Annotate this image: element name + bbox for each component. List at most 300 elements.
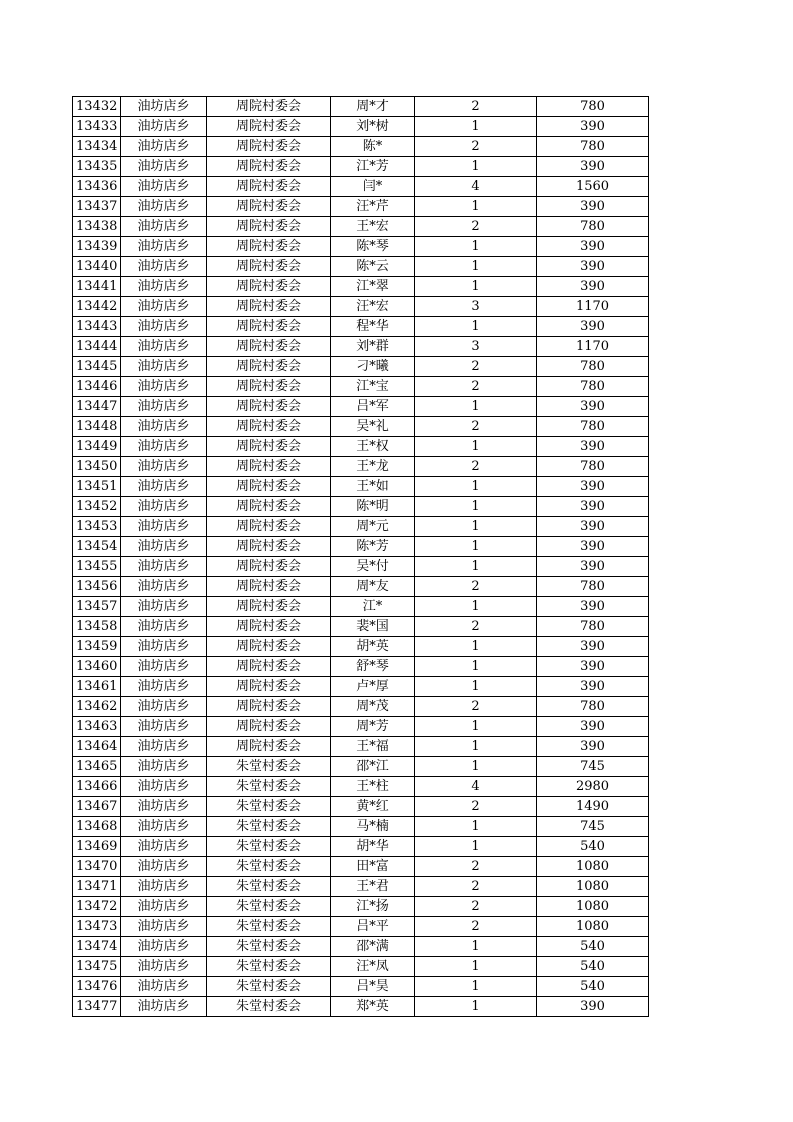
township-cell: 油坊店乡	[121, 677, 207, 697]
household-count-cell: 2	[415, 97, 537, 117]
village-committee-cell: 周院村委会	[207, 397, 331, 417]
table-row	[73, 597, 649, 617]
township-cell: 油坊店乡	[121, 837, 207, 857]
name-cell: 汪*芹	[331, 197, 415, 217]
record-id-cell: 13442	[73, 297, 121, 317]
village-committee-cell: 周院村委会	[207, 597, 331, 617]
township-cell: 油坊店乡	[121, 457, 207, 477]
village-committee-cell: 周院村委会	[207, 357, 331, 377]
village-committee-cell: 朱堂村委会	[207, 917, 331, 937]
amount-cell: 780	[537, 697, 649, 717]
township-cell: 油坊店乡	[121, 797, 207, 817]
table-row	[73, 157, 649, 177]
township-cell: 油坊店乡	[121, 197, 207, 217]
table-row	[73, 357, 649, 377]
village-committee-cell: 朱堂村委会	[207, 937, 331, 957]
household-count-cell: 2	[415, 457, 537, 477]
village-committee-cell: 周院村委会	[207, 457, 331, 477]
household-count-cell: 1	[415, 257, 537, 277]
amount-cell: 780	[537, 217, 649, 237]
name-cell: 吕*平	[331, 917, 415, 937]
record-id-cell: 13457	[73, 597, 121, 617]
record-id-cell: 13475	[73, 957, 121, 977]
record-id-cell: 13444	[73, 337, 121, 357]
amount-cell: 390	[537, 517, 649, 537]
record-id-cell: 13461	[73, 677, 121, 697]
amount-cell: 540	[537, 937, 649, 957]
amount-cell: 390	[537, 317, 649, 337]
township-cell: 油坊店乡	[121, 557, 207, 577]
name-cell: 汪*凤	[331, 957, 415, 977]
village-committee-cell: 朱堂村委会	[207, 897, 331, 917]
table-row	[73, 857, 649, 877]
village-committee-cell: 朱堂村委会	[207, 857, 331, 877]
name-cell: 陈*芳	[331, 537, 415, 557]
village-committee-cell: 周院村委会	[207, 497, 331, 517]
record-id-cell: 13463	[73, 717, 121, 737]
household-count-cell: 1	[415, 277, 537, 297]
village-committee-cell: 朱堂村委会	[207, 837, 331, 857]
record-id-cell: 13440	[73, 257, 121, 277]
household-count-cell: 1	[415, 937, 537, 957]
amount-cell: 540	[537, 977, 649, 997]
record-id-cell: 13462	[73, 697, 121, 717]
household-count-cell: 1	[415, 517, 537, 537]
name-cell: 程*华	[331, 317, 415, 337]
household-count-cell: 1	[415, 757, 537, 777]
township-cell: 油坊店乡	[121, 497, 207, 517]
household-count-cell: 4	[415, 177, 537, 197]
township-cell: 油坊店乡	[121, 577, 207, 597]
record-id-cell: 13438	[73, 217, 121, 237]
name-cell: 吴*礼	[331, 417, 415, 437]
village-committee-cell: 周院村委会	[207, 137, 331, 157]
household-count-cell: 1	[415, 477, 537, 497]
household-count-cell: 2	[415, 877, 537, 897]
record-id-cell: 13471	[73, 877, 121, 897]
record-id-cell: 13472	[73, 897, 121, 917]
table-row	[73, 457, 649, 477]
village-committee-cell: 朱堂村委会	[207, 997, 331, 1017]
record-id-cell: 13453	[73, 517, 121, 537]
amount-cell: 390	[537, 557, 649, 577]
household-count-cell: 2	[415, 357, 537, 377]
amount-cell: 390	[537, 717, 649, 737]
amount-cell: 390	[537, 257, 649, 277]
record-id-cell: 13466	[73, 777, 121, 797]
record-id-cell: 13476	[73, 977, 121, 997]
record-id-cell: 13455	[73, 557, 121, 577]
name-cell: 吕*昊	[331, 977, 415, 997]
table-row	[73, 677, 649, 697]
township-cell: 油坊店乡	[121, 697, 207, 717]
village-committee-cell: 周院村委会	[207, 657, 331, 677]
village-committee-cell: 周院村委会	[207, 697, 331, 717]
household-count-cell: 1	[415, 117, 537, 137]
amount-cell: 390	[537, 597, 649, 617]
township-cell: 油坊店乡	[121, 417, 207, 437]
name-cell: 卢*厚	[331, 677, 415, 697]
table-row	[73, 297, 649, 317]
village-committee-cell: 周院村委会	[207, 97, 331, 117]
name-cell: 刁*曦	[331, 357, 415, 377]
name-cell: 王*宏	[331, 217, 415, 237]
name-cell: 马*楠	[331, 817, 415, 837]
name-cell: 江*扬	[331, 897, 415, 917]
table-row	[73, 617, 649, 637]
name-cell: 汪*宏	[331, 297, 415, 317]
village-committee-cell: 周院村委会	[207, 177, 331, 197]
record-id-cell: 13473	[73, 917, 121, 937]
village-committee-cell: 周院村委会	[207, 617, 331, 637]
village-committee-cell: 周院村委会	[207, 277, 331, 297]
village-committee-cell: 朱堂村委会	[207, 977, 331, 997]
amount-cell: 780	[537, 137, 649, 157]
household-count-cell: 1	[415, 597, 537, 617]
amount-cell: 1170	[537, 337, 649, 357]
amount-cell: 780	[537, 357, 649, 377]
township-cell: 油坊店乡	[121, 757, 207, 777]
household-count-cell: 1	[415, 817, 537, 837]
township-cell: 油坊店乡	[121, 337, 207, 357]
amount-cell: 1080	[537, 857, 649, 877]
household-count-cell: 1	[415, 717, 537, 737]
amount-cell: 780	[537, 377, 649, 397]
name-cell: 周*才	[331, 97, 415, 117]
village-committee-cell: 朱堂村委会	[207, 817, 331, 837]
township-cell: 油坊店乡	[121, 317, 207, 337]
table-row	[73, 837, 649, 857]
household-count-cell: 1	[415, 197, 537, 217]
name-cell: 舒*琴	[331, 657, 415, 677]
table-row	[73, 817, 649, 837]
table-row	[73, 477, 649, 497]
household-count-cell: 1	[415, 997, 537, 1017]
table-row	[73, 657, 649, 677]
name-cell: 王*如	[331, 477, 415, 497]
household-count-cell: 1	[415, 657, 537, 677]
record-id-cell: 13447	[73, 397, 121, 417]
record-id-cell: 13434	[73, 137, 121, 157]
record-id-cell: 13445	[73, 357, 121, 377]
township-cell: 油坊店乡	[121, 737, 207, 757]
table-row	[73, 417, 649, 437]
name-cell: 黄*红	[331, 797, 415, 817]
table-row	[73, 777, 649, 797]
table-body	[73, 97, 649, 1017]
table-row	[73, 377, 649, 397]
village-committee-cell: 周院村委会	[207, 557, 331, 577]
name-cell: 陈*	[331, 137, 415, 157]
township-cell: 油坊店乡	[121, 237, 207, 257]
amount-cell: 390	[537, 477, 649, 497]
village-committee-cell: 周院村委会	[207, 377, 331, 397]
table-row	[73, 497, 649, 517]
township-cell: 油坊店乡	[121, 177, 207, 197]
township-cell: 油坊店乡	[121, 537, 207, 557]
name-cell: 江*芳	[331, 157, 415, 177]
table-row	[73, 997, 649, 1017]
amount-cell: 390	[537, 437, 649, 457]
amount-cell: 745	[537, 817, 649, 837]
household-count-cell: 2	[415, 417, 537, 437]
village-committee-cell: 周院村委会	[207, 637, 331, 657]
amount-cell: 1490	[537, 797, 649, 817]
record-id-cell: 13446	[73, 377, 121, 397]
household-count-cell: 2	[415, 617, 537, 637]
table-row	[73, 937, 649, 957]
table-row	[73, 97, 649, 117]
record-id-cell: 13465	[73, 757, 121, 777]
table-row	[73, 317, 649, 337]
township-cell: 油坊店乡	[121, 477, 207, 497]
data-table	[72, 96, 649, 1017]
amount-cell: 2980	[537, 777, 649, 797]
table-row	[73, 637, 649, 657]
record-id-cell: 13448	[73, 417, 121, 437]
township-cell: 油坊店乡	[121, 777, 207, 797]
household-count-cell: 1	[415, 677, 537, 697]
amount-cell: 780	[537, 457, 649, 477]
amount-cell: 540	[537, 837, 649, 857]
name-cell: 周*友	[331, 577, 415, 597]
household-count-cell: 1	[415, 977, 537, 997]
township-cell: 油坊店乡	[121, 597, 207, 617]
amount-cell: 1080	[537, 877, 649, 897]
township-cell: 油坊店乡	[121, 877, 207, 897]
village-committee-cell: 周院村委会	[207, 197, 331, 217]
village-committee-cell: 周院村委会	[207, 217, 331, 237]
name-cell: 周*元	[331, 517, 415, 537]
amount-cell: 390	[537, 677, 649, 697]
table-row	[73, 277, 649, 297]
record-id-cell: 13441	[73, 277, 121, 297]
record-id-cell: 13433	[73, 117, 121, 137]
table-row	[73, 697, 649, 717]
amount-cell: 780	[537, 617, 649, 637]
name-cell: 王*福	[331, 737, 415, 757]
name-cell: 吕*军	[331, 397, 415, 417]
village-committee-cell: 周院村委会	[207, 417, 331, 437]
village-committee-cell: 周院村委会	[207, 337, 331, 357]
record-id-cell: 13468	[73, 817, 121, 837]
township-cell: 油坊店乡	[121, 817, 207, 837]
record-id-cell: 13474	[73, 937, 121, 957]
household-count-cell: 2	[415, 137, 537, 157]
household-count-cell: 2	[415, 377, 537, 397]
township-cell: 油坊店乡	[121, 717, 207, 737]
household-count-cell: 2	[415, 917, 537, 937]
record-id-cell: 13469	[73, 837, 121, 857]
township-cell: 油坊店乡	[121, 997, 207, 1017]
amount-cell: 1080	[537, 917, 649, 937]
name-cell: 胡*英	[331, 637, 415, 657]
record-id-cell: 13449	[73, 437, 121, 457]
table-row	[73, 177, 649, 197]
township-cell: 油坊店乡	[121, 437, 207, 457]
name-cell: 邵*满	[331, 937, 415, 957]
township-cell: 油坊店乡	[121, 617, 207, 637]
household-count-cell: 2	[415, 897, 537, 917]
township-cell: 油坊店乡	[121, 297, 207, 317]
household-count-cell: 1	[415, 537, 537, 557]
township-cell: 油坊店乡	[121, 517, 207, 537]
table-row	[73, 557, 649, 577]
amount-cell: 1170	[537, 297, 649, 317]
record-id-cell: 13456	[73, 577, 121, 597]
table-row	[73, 217, 649, 237]
township-cell: 油坊店乡	[121, 97, 207, 117]
household-count-cell: 1	[415, 317, 537, 337]
amount-cell: 390	[537, 997, 649, 1017]
amount-cell: 390	[537, 117, 649, 137]
village-committee-cell: 周院村委会	[207, 677, 331, 697]
household-count-cell: 1	[415, 737, 537, 757]
household-count-cell: 2	[415, 857, 537, 877]
village-committee-cell: 周院村委会	[207, 157, 331, 177]
table-row	[73, 517, 649, 537]
household-count-cell: 1	[415, 957, 537, 977]
table-row	[73, 717, 649, 737]
village-committee-cell: 周院村委会	[207, 257, 331, 277]
village-committee-cell: 周院村委会	[207, 237, 331, 257]
name-cell: 郑*英	[331, 997, 415, 1017]
name-cell: 王*柱	[331, 777, 415, 797]
household-count-cell: 1	[415, 837, 537, 857]
amount-cell: 390	[537, 537, 649, 557]
township-cell: 油坊店乡	[121, 217, 207, 237]
name-cell: 陈*明	[331, 497, 415, 517]
household-count-cell: 1	[415, 157, 537, 177]
table-row	[73, 237, 649, 257]
household-count-cell: 1	[415, 637, 537, 657]
amount-cell: 390	[537, 197, 649, 217]
table-row	[73, 957, 649, 977]
village-committee-cell: 周院村委会	[207, 117, 331, 137]
name-cell: 吴*付	[331, 557, 415, 577]
household-count-cell: 1	[415, 237, 537, 257]
record-id-cell: 13437	[73, 197, 121, 217]
township-cell: 油坊店乡	[121, 637, 207, 657]
table-row	[73, 337, 649, 357]
record-id-cell: 13450	[73, 457, 121, 477]
township-cell: 油坊店乡	[121, 657, 207, 677]
household-count-cell: 3	[415, 337, 537, 357]
name-cell: 江*翠	[331, 277, 415, 297]
record-id-cell: 13443	[73, 317, 121, 337]
amount-cell: 1080	[537, 897, 649, 917]
household-count-cell: 4	[415, 777, 537, 797]
household-count-cell: 1	[415, 397, 537, 417]
table-row	[73, 257, 649, 277]
record-id-cell: 13452	[73, 497, 121, 517]
name-cell: 王*权	[331, 437, 415, 457]
township-cell: 油坊店乡	[121, 977, 207, 997]
township-cell: 油坊店乡	[121, 157, 207, 177]
record-id-cell: 13464	[73, 737, 121, 757]
amount-cell: 780	[537, 97, 649, 117]
record-id-cell: 13451	[73, 477, 121, 497]
record-id-cell: 13436	[73, 177, 121, 197]
household-count-cell: 2	[415, 577, 537, 597]
table-row	[73, 437, 649, 457]
village-committee-cell: 朱堂村委会	[207, 957, 331, 977]
table-row	[73, 797, 649, 817]
amount-cell: 390	[537, 397, 649, 417]
township-cell: 油坊店乡	[121, 277, 207, 297]
amount-cell: 745	[537, 757, 649, 777]
table-row	[73, 577, 649, 597]
township-cell: 油坊店乡	[121, 137, 207, 157]
record-id-cell: 13460	[73, 657, 121, 677]
name-cell: 周*芳	[331, 717, 415, 737]
record-id-cell: 13439	[73, 237, 121, 257]
name-cell: 江*宝	[331, 377, 415, 397]
amount-cell: 390	[537, 277, 649, 297]
table-row	[73, 897, 649, 917]
table-row	[73, 137, 649, 157]
name-cell: 裴*国	[331, 617, 415, 637]
name-cell: 陈*琴	[331, 237, 415, 257]
record-id-cell: 13454	[73, 537, 121, 557]
name-cell: 王*君	[331, 877, 415, 897]
township-cell: 油坊店乡	[121, 917, 207, 937]
table-row	[73, 737, 649, 757]
table-row	[73, 917, 649, 937]
township-cell: 油坊店乡	[121, 357, 207, 377]
table-row	[73, 757, 649, 777]
table-row	[73, 877, 649, 897]
amount-cell: 390	[537, 157, 649, 177]
name-cell: 刘*群	[331, 337, 415, 357]
record-id-cell: 13458	[73, 617, 121, 637]
village-committee-cell: 朱堂村委会	[207, 757, 331, 777]
name-cell: 田*富	[331, 857, 415, 877]
amount-cell: 390	[537, 657, 649, 677]
township-cell: 油坊店乡	[121, 117, 207, 137]
village-committee-cell: 周院村委会	[207, 477, 331, 497]
name-cell: 刘*树	[331, 117, 415, 137]
household-count-cell: 2	[415, 217, 537, 237]
name-cell: 邵*江	[331, 757, 415, 777]
village-committee-cell: 周院村委会	[207, 537, 331, 557]
village-committee-cell: 周院村委会	[207, 437, 331, 457]
amount-cell: 390	[537, 237, 649, 257]
village-committee-cell: 周院村委会	[207, 317, 331, 337]
village-committee-cell: 周院村委会	[207, 737, 331, 757]
amount-cell: 1560	[537, 177, 649, 197]
name-cell: 周*茂	[331, 697, 415, 717]
township-cell: 油坊店乡	[121, 957, 207, 977]
village-committee-cell: 周院村委会	[207, 297, 331, 317]
village-committee-cell: 周院村委会	[207, 517, 331, 537]
record-id-cell: 13432	[73, 97, 121, 117]
amount-cell: 780	[537, 577, 649, 597]
village-committee-cell: 周院村委会	[207, 717, 331, 737]
household-count-cell: 1	[415, 437, 537, 457]
record-id-cell: 13435	[73, 157, 121, 177]
name-cell: 陈*云	[331, 257, 415, 277]
amount-cell: 780	[537, 417, 649, 437]
table-row	[73, 117, 649, 137]
amount-cell: 540	[537, 957, 649, 977]
table-row	[73, 397, 649, 417]
record-id-cell: 13477	[73, 997, 121, 1017]
township-cell: 油坊店乡	[121, 937, 207, 957]
village-committee-cell: 朱堂村委会	[207, 797, 331, 817]
township-cell: 油坊店乡	[121, 377, 207, 397]
record-id-cell: 13459	[73, 637, 121, 657]
